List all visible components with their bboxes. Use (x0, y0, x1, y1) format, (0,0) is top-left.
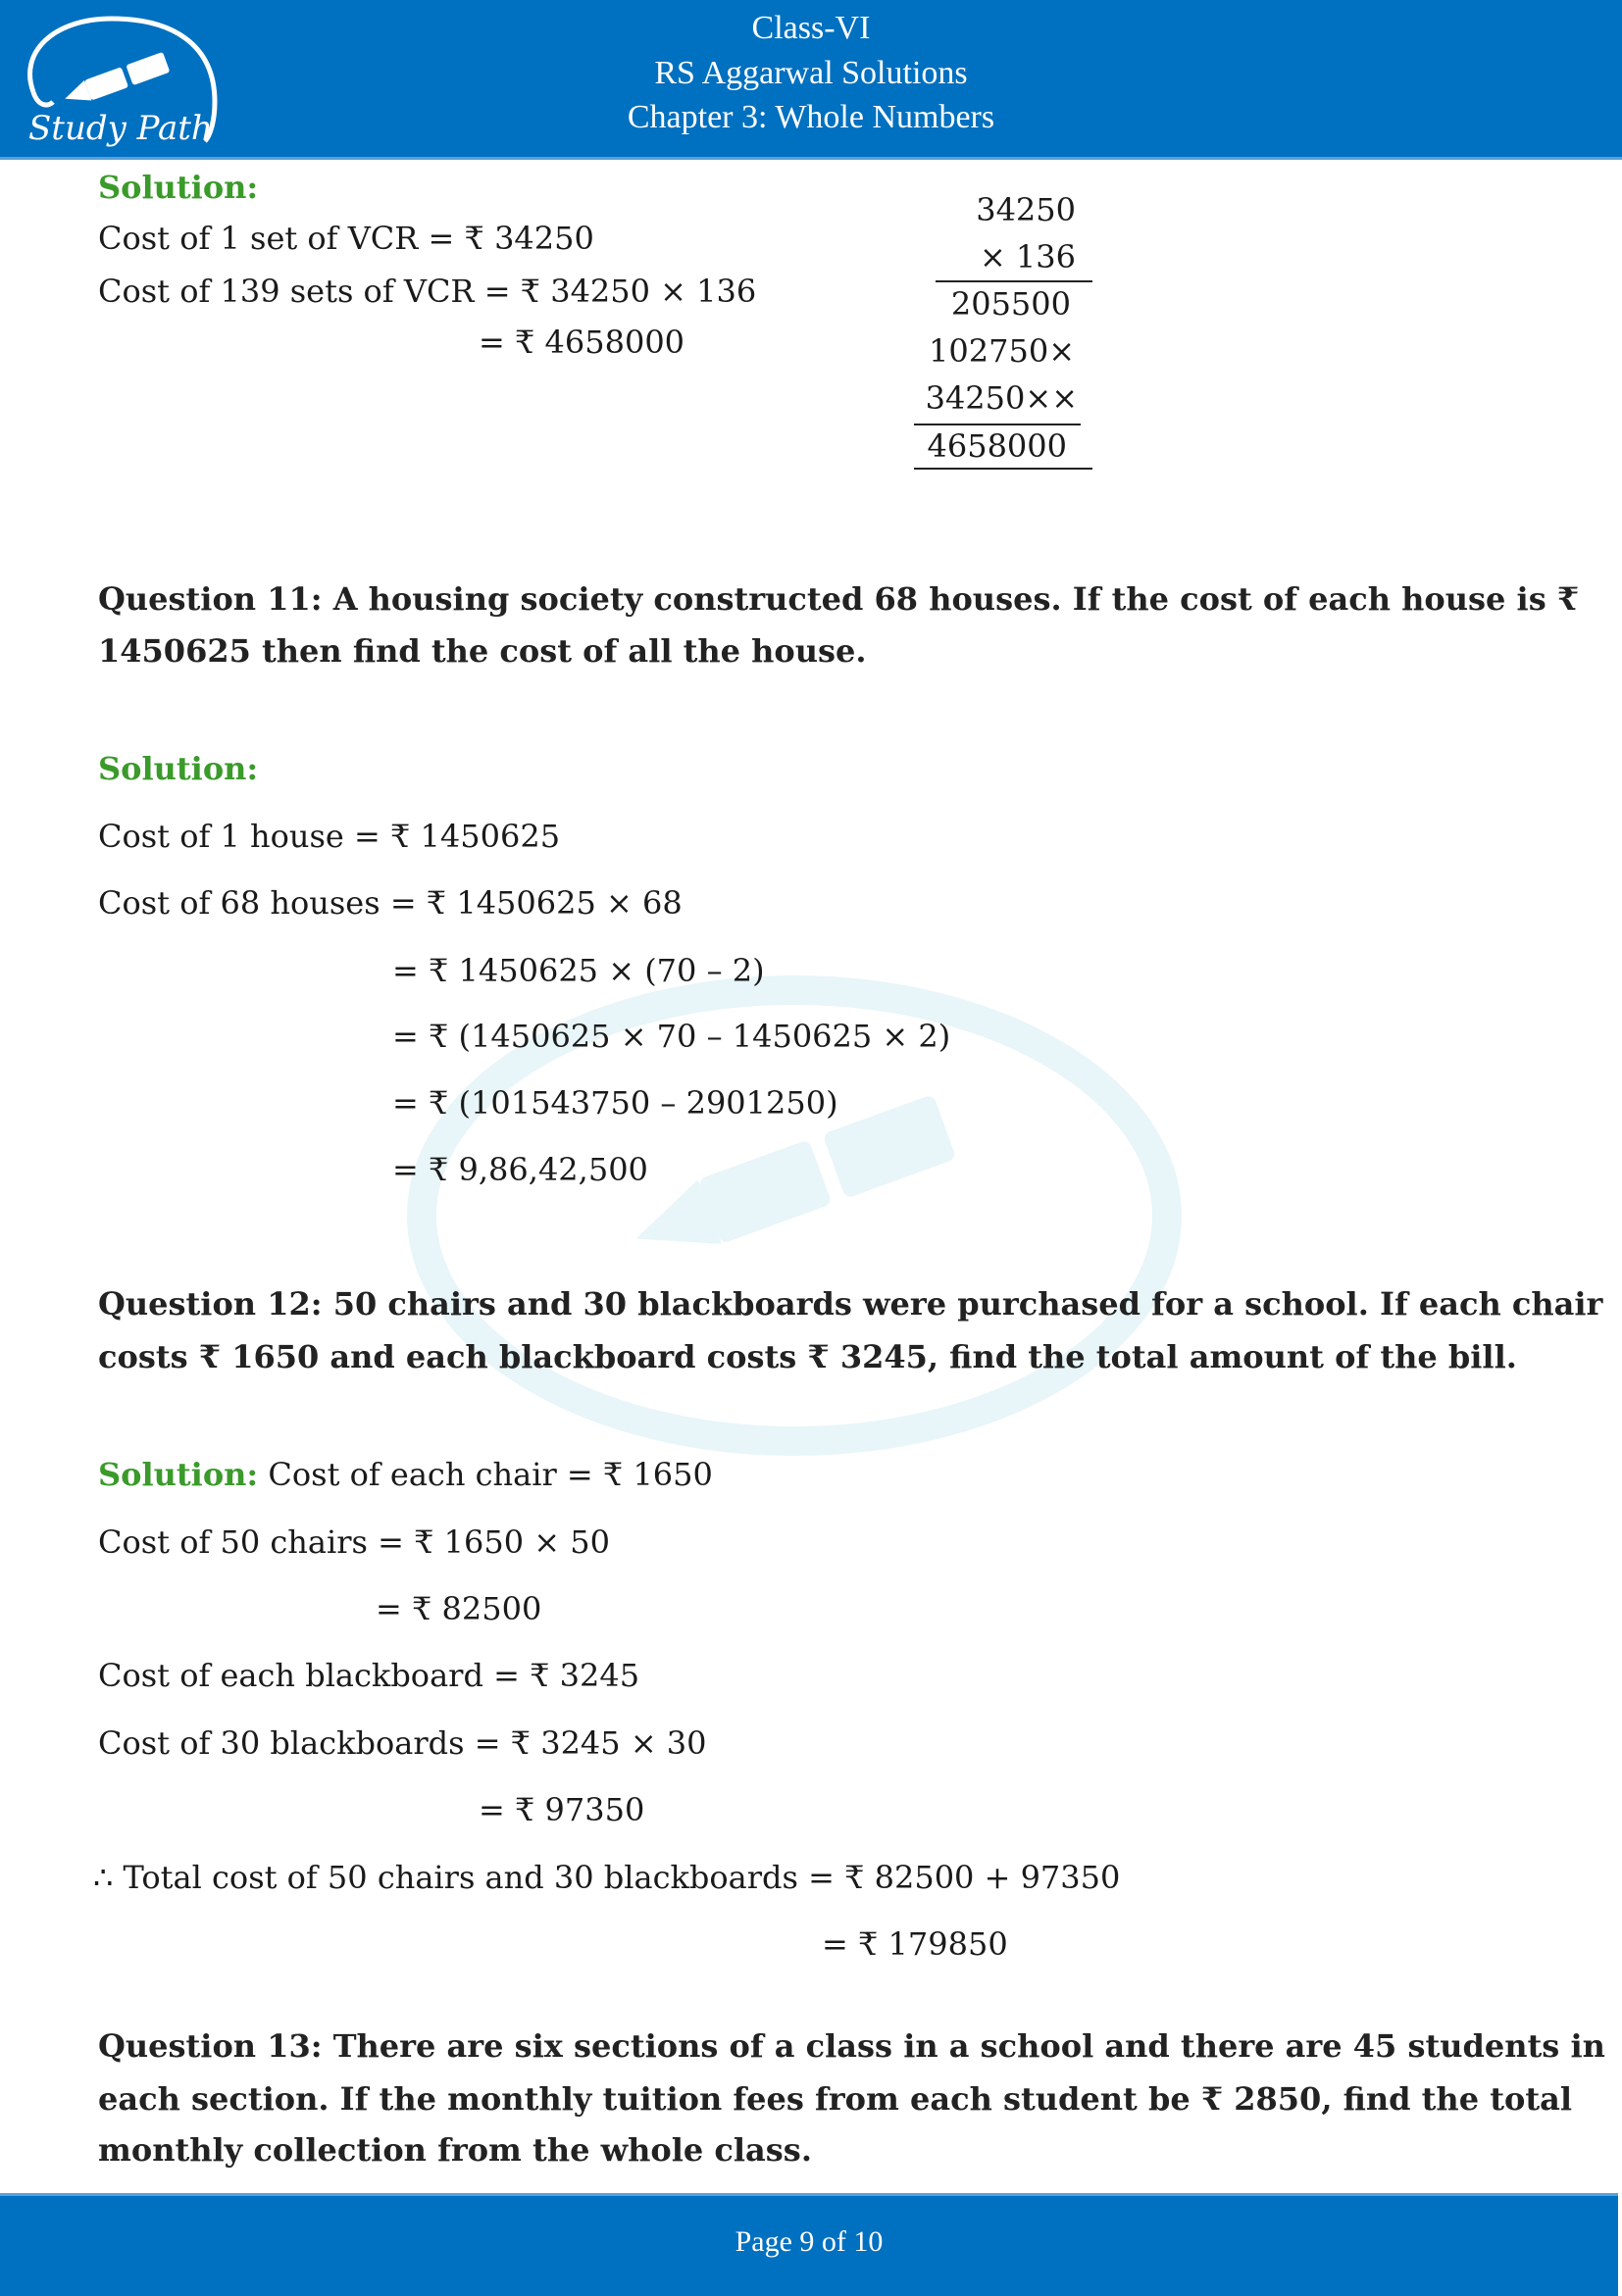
solution-label: Solution: (98, 169, 259, 206)
question-text: each section. If the monthly tuition fees from each student be ₹ 2850, find the total (98, 2080, 1572, 2118)
solution-line: Cost of 50 chairs = ₹ 1650 × 50 (98, 1523, 610, 1561)
partial-product: 102750× (929, 332, 1075, 370)
multiplicand: 34250 (976, 191, 1076, 228)
partial-product: 34250×× (925, 379, 1078, 417)
header-book: RS Aggarwal Solutions (654, 55, 968, 91)
solution-line: Cost of 1 set of VCR = ₹ 34250 (98, 220, 594, 257)
divider-line (914, 468, 1092, 470)
solution-line: = ₹ (101543750 – 2901250) (392, 1084, 838, 1122)
solution-line: ∴ Total cost of 50 chairs and 30 blackboards = ₹ 82500 + 97350 (93, 1859, 1121, 1896)
solution-line: = ₹ 9,86,42,500 (392, 1151, 648, 1188)
solution-label: Solution: (98, 1456, 259, 1493)
solution-line: Cost of 30 blackboards = ₹ 3245 × 30 (98, 1724, 707, 1762)
header-class: Class-VI (751, 10, 871, 46)
multiplier: × 136 (979, 238, 1076, 275)
partial-product: 205500 (950, 285, 1071, 323)
solution-line: Cost of 139 sets of VCR = ₹ 34250 × 136 (98, 273, 757, 310)
solution-line (98, 1454, 713, 1495)
svg-text:Study Path: Study Path (28, 109, 213, 148)
solution-line: Cost of 1 house = ₹ 1450625 (98, 818, 561, 855)
header-chapter: Chapter 3: Whole Numbers (627, 99, 995, 135)
question-text: Question 13: There are six sections of a class in a school and there are 45 students in (98, 2027, 1605, 2065)
solution-line: = ₹ 4658000 (479, 324, 685, 361)
solution-text: Cost of each chair = ₹ 1650 (258, 1456, 713, 1493)
page-number: Page 9 of 10 (735, 2225, 884, 2258)
solution-line: = ₹ 82500 (376, 1590, 542, 1627)
solution-label: Solution: (98, 750, 259, 787)
solution-line: Cost of each blackboard = ₹ 3245 (98, 1657, 640, 1694)
page-footer (0, 2193, 1618, 2296)
product: 4658000 (927, 427, 1067, 465)
solution-line: = ₹ 97350 (479, 1791, 645, 1828)
solution-line: = ₹ 179850 (822, 1925, 1008, 1963)
solution-line: = ₹ 1450625 × (70 – 2) (392, 952, 765, 989)
question-text: Question 12: 50 chairs and 30 blackboards were purchased for a school. If each chair (98, 1285, 1603, 1323)
solution-line: = ₹ (1450625 × 70 – 1450625 × 2) (392, 1018, 951, 1055)
question-text: 1450625 then find the cost of all the house. (98, 632, 867, 670)
solution-line: Cost of 68 houses = ₹ 1450625 × 68 (98, 884, 683, 922)
question-text: monthly collection from the whole class. (98, 2131, 812, 2169)
question-text: costs ₹ 1650 and each blackboard costs ₹ 3245, find the total amount of the bill. (98, 1338, 1517, 1375)
divider-line (936, 280, 1092, 282)
question-text: Question 11: A housing society constructed 68 houses. If the cost of each house is ₹ (98, 580, 1580, 618)
page-header (0, 0, 1622, 160)
